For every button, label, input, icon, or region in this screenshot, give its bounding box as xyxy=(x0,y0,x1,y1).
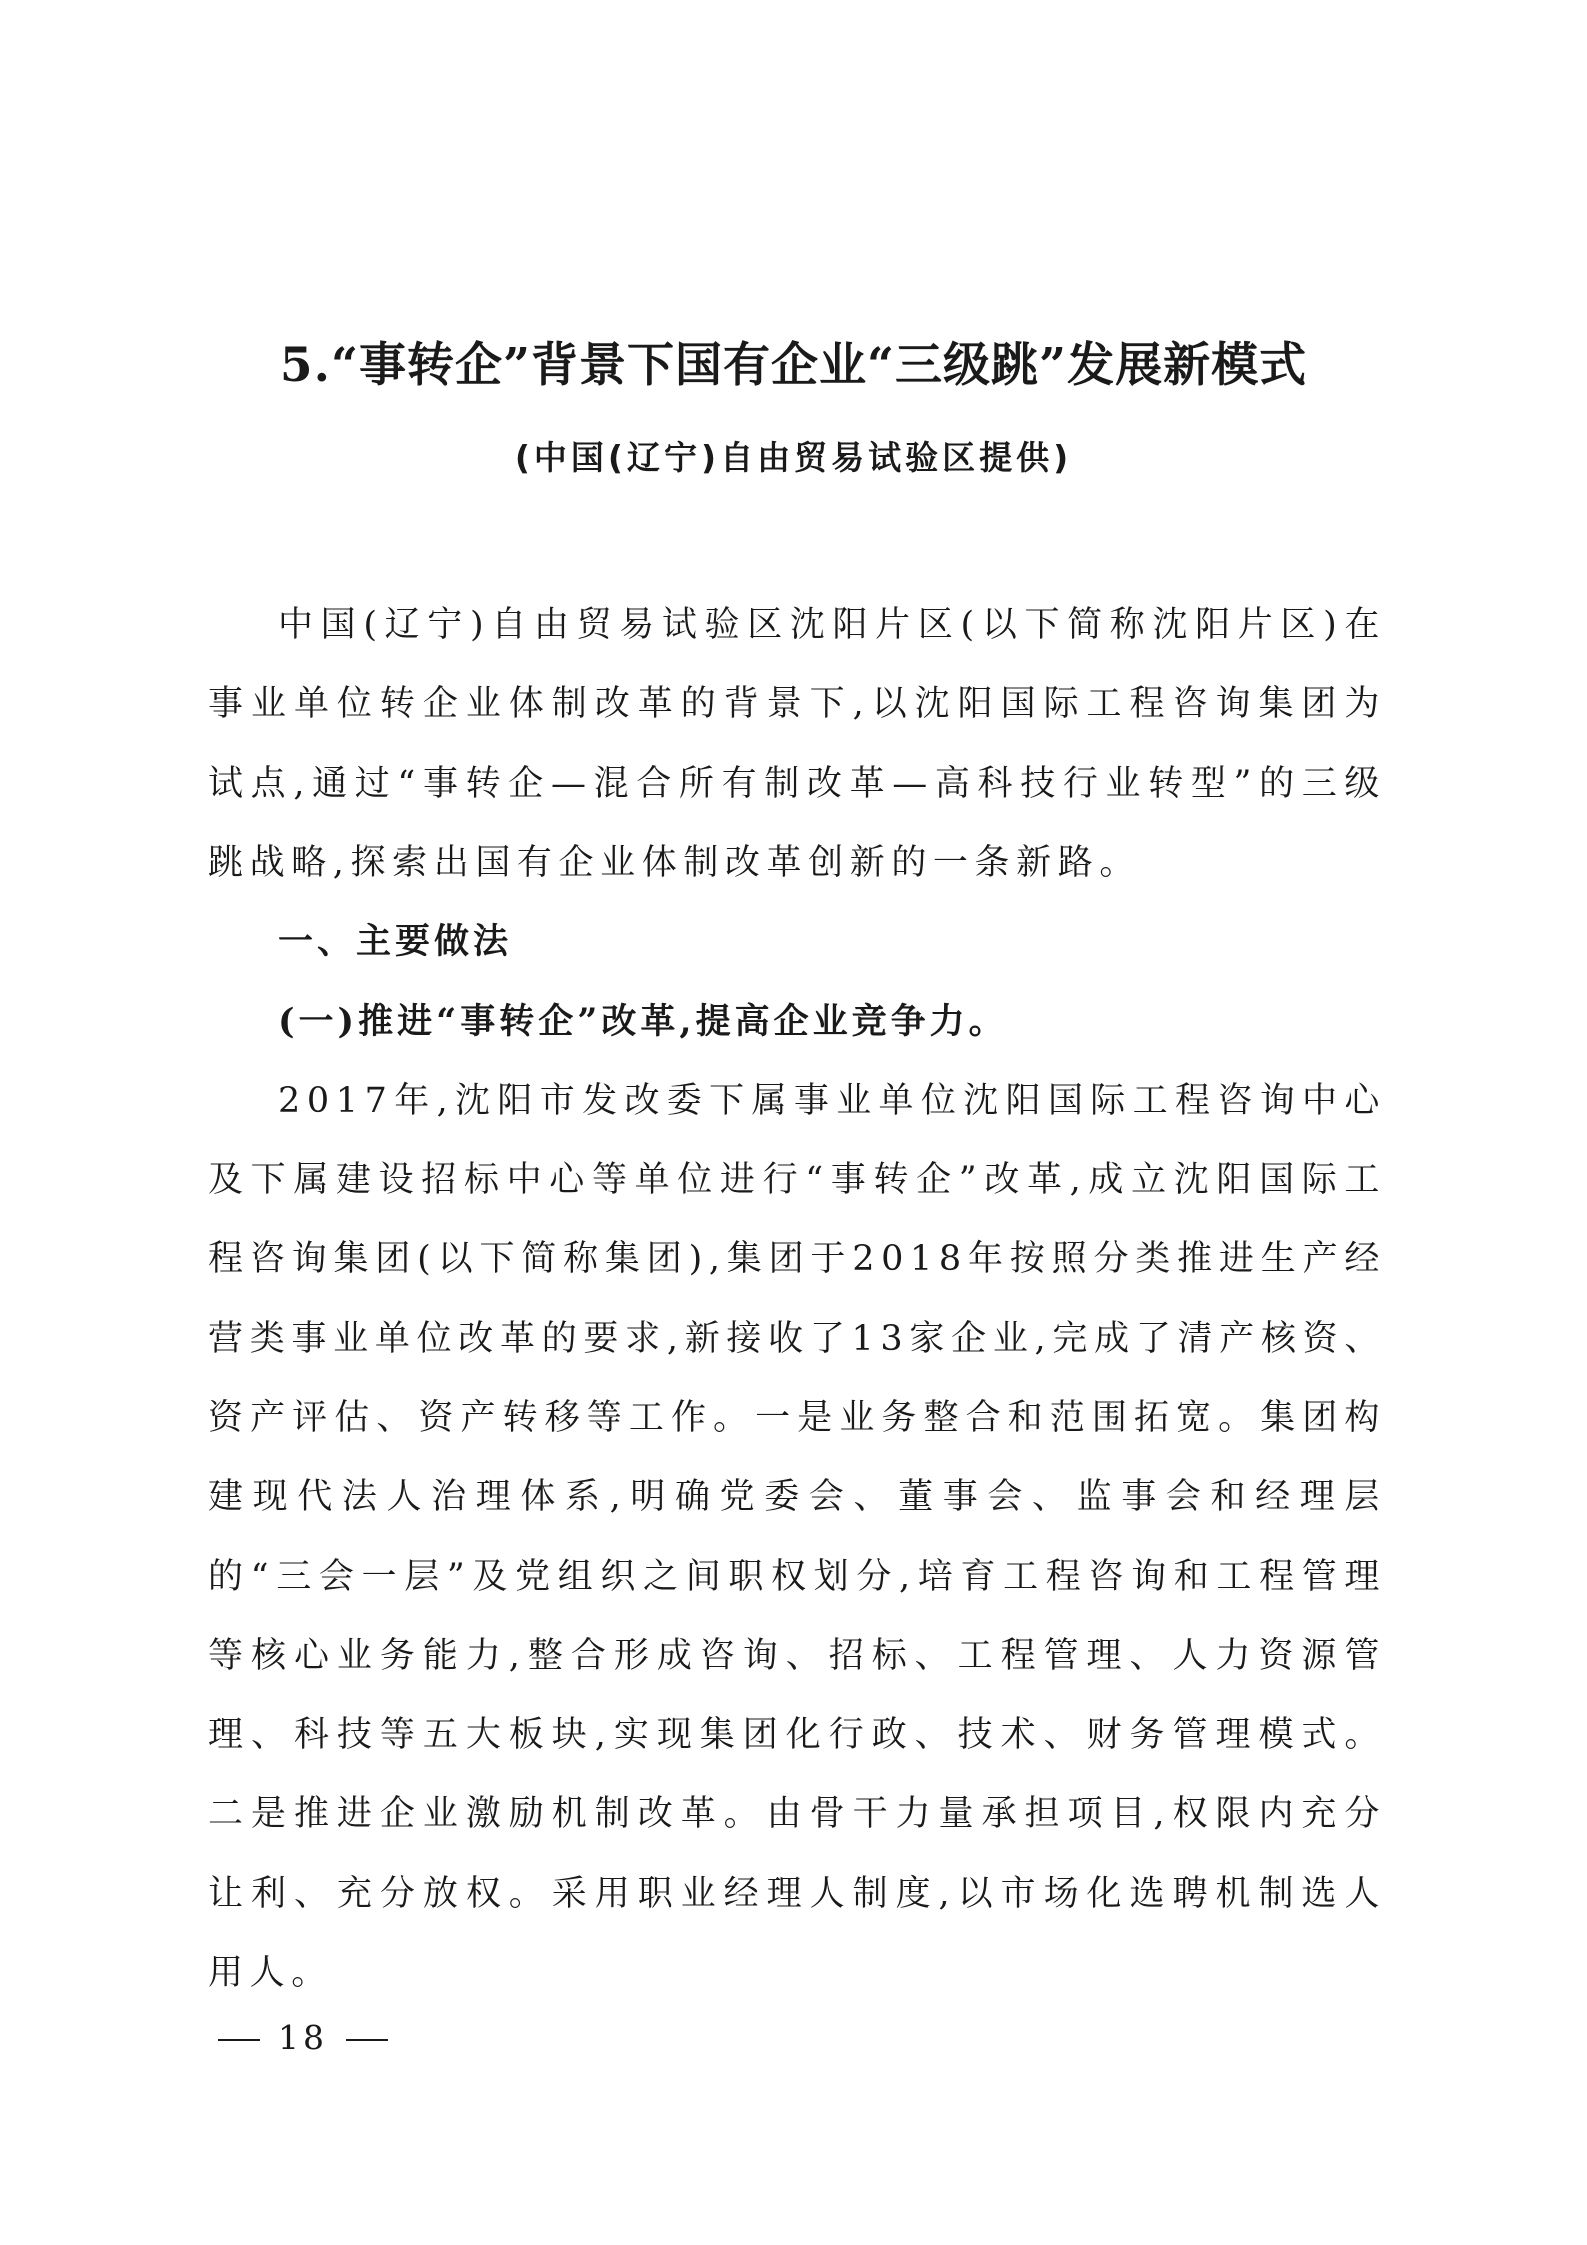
page-number: 18 xyxy=(278,2018,328,2057)
footer-dash-left xyxy=(218,2039,260,2041)
page-footer xyxy=(218,2018,406,2057)
body-paragraph: 2017年,沈阳市发改委下属事业单位沈阳国际工程咨询中心及下属建设招标中心等单位进行“事转企”改革,成立沈阳国际工程咨询集团(以下简称集团),集团于2018年按照分类推进生产经营类事业单位改革的要求,新接收了13家企业,完成了清产核资、资产评估、资产转移等工作。一是业务整合和范围拓宽。集团构建现代法人治理体系,明确党委会、董事会、监事会和经理层的“三会一层”及党组织之间职权划分,培育工程咨询和工程管理等核心业务能力,整合形成咨询、招标、工程管理、人力资源管理、科技等五大板块,实现集团化行政、技术、财务管理模式。二是推进企业激励机制改革。由骨干力量承担项目,权限内充分让利、充分放权。采用职业经理人制度,以市场化选聘机制选人用人。 xyxy=(208,1080,1386,1994)
document-subtitle: (中国(辽宁)自由贸易试验区提供) xyxy=(514,438,1073,477)
intro-paragraph: 中国(辽宁)自由贸易试验区沈阳片区(以下简称沈阳片区)在事业单位转企业体制改革的背景下,以沈阳国际工程咨询集团为试点,通过“事转企—混合所有制改革—高科技行业转型”的三级跳战略,探索出国有企业体制改革创新的一条新路。 xyxy=(208,605,1386,883)
document-title: 5.“事转企”背景下国有企业“三级跳”发展新模式 xyxy=(279,338,1308,393)
section-heading: 一、主要做法 xyxy=(278,922,513,963)
footer-dash-right xyxy=(346,2039,388,2041)
subsection-heading: (一)推进“事转企”改革,提高企业竞争力。 xyxy=(278,1001,1008,1043)
document-body xyxy=(208,586,1386,2013)
